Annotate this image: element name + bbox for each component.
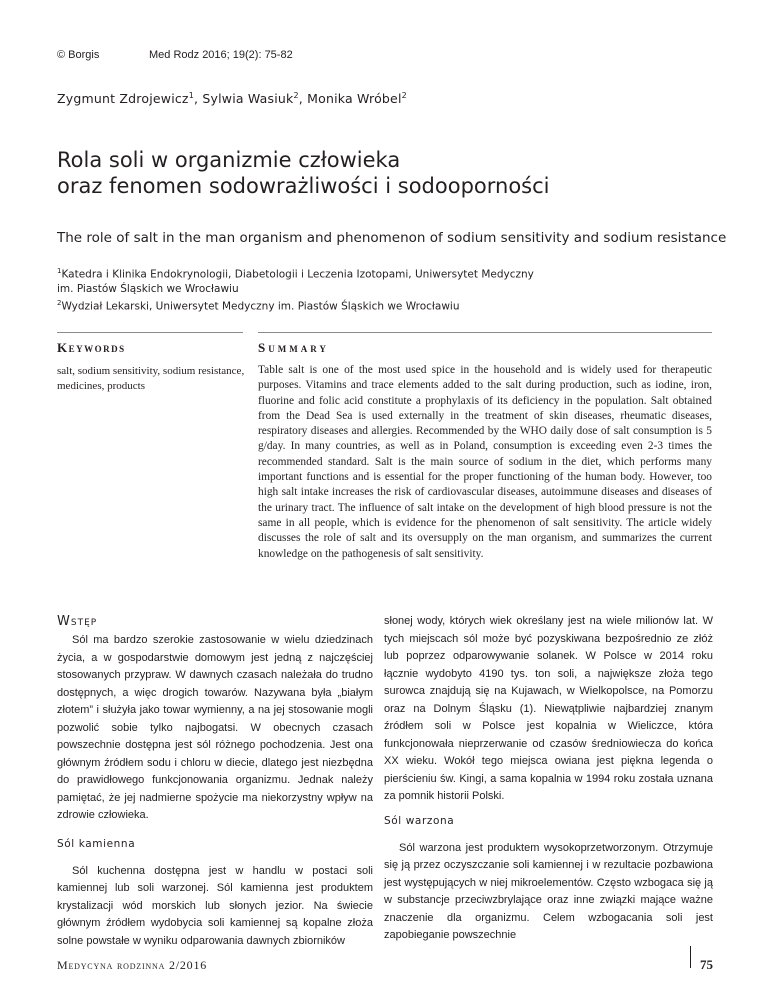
affiliation-2-line1: Wydział Lekarski, Uniwersytet Medyczny im. Piastów Śląskich we Wrocławiu <box>61 300 460 312</box>
intro-paragraph: Sól ma bardzo szerokie zastosowanie w wielu dziedzinach życia, a w gospodarstwie domowym jest jedną z najczęściej stosowanych przypraw. W dawnych czasach należała do trudno dostępnych, a więc drogich towarów. Nazywana była „białym złotem” i służyła jako towar wymienny, a na jej stosowanie mogli pozwolić sobie tylko najbogatsi. W obecnych czasach powszechnie dostępna jest sól różnego pochodzenia. Jest ona głównym źródłem sodu i chloru w diecie, dlatego jest niezbędna do prawidłowego funkcjonowania organizmu. Jednak należy pamiętać, że jej nadmierne spożycie ma niekorzystny wpływ na zdrowie człowieka. <box>57 634 373 821</box>
author-name: Zygmunt Zdrojewicz <box>57 91 189 107</box>
rock-salt-paragraph: Sól kuchenna dostępna jest w handlu w postaci soli kamiennej lub soli warzonej. Sól kamienna jest produktem krystalizacji wód morskich lub słonych jezior. Na świecie głównym źródłem wydobycia soli kamiennej są kopalne złoża solne powstałe w wyniku odparowania dawnych zbiorników <box>57 864 373 947</box>
publisher-label: © Borgis <box>57 49 100 61</box>
author-affiliation-sup: 1 <box>188 91 194 100</box>
body-column-left <box>57 613 373 950</box>
rock-salt-paragraph-continued: słonej wody, których wiek określany jest na wiele milionów lat. W tych miejscach sól może być pozyskiwana bezpośrednio ze złóż lub poprzez odparowywanie solanek. W Polsce w 2014 roku łącznie wydobyto 4190 tys. ton soli, a największe złoża tego surowca znajdują się na Kujawach, w Wielkopolsce, na Pomorzu oraz na Dolnym Śląsku (1). Niewątpliwie najbardziej znanym źródłem soli w Polsce jest kopalnia w Wieliczce, która funkcjonowała nieprzerwanie od czasów średniowiecza do końca XX wieku. Wokół tego miejsca owiana jest piękna legenda o pierścieniu św. Kingi, a sama kopalnia w 1994 roku została uznana za pomnik historii Polski. <box>384 615 713 802</box>
citation-label: Med Rodz 2016; 19(2): 75-82 <box>149 49 293 61</box>
subheading-evaporated-salt: Sól warzona <box>384 814 455 827</box>
author-affiliation-sup: 2 <box>401 91 407 100</box>
keywords-heading: Keywords <box>57 340 126 355</box>
article-title <box>57 147 717 199</box>
footer-journal: Medycyna rodzinna 2/2016 <box>57 958 208 972</box>
article-title-line1: Rola soli w organizmie człowieka <box>57 148 401 172</box>
subheading-rock-salt: Sól kamienna <box>57 837 136 850</box>
summary-heading: Summary <box>258 340 329 355</box>
evaporated-salt-paragraph: Sól warzona jest produktem wysokoprzetworzonym. Otrzymuje się ją przez oczyszczanie soli kamiennej i w rezultacie pozbawiona jest występujących w niej mikroelementów. Często wzbogaca się ją w substancje przeciwzbrylające oraz inne związki mające ważne znaczenie dla organizmu. Celem wzbogacania soli jest zapobieganie powszechnie <box>384 841 713 941</box>
english-title: The role of salt in the man organism and phenomenon of sodium sensitivity and sodium resistance <box>57 230 727 246</box>
section-heading: Wstęp <box>57 614 98 629</box>
affiliation-sup: 2 <box>57 298 62 307</box>
author-name: Sylwia Wasiuk <box>202 91 294 107</box>
author-separator: , <box>194 91 203 107</box>
author-name: Monika Wróbel <box>307 91 402 107</box>
affiliation-sup: 1 <box>57 267 62 275</box>
author-affiliation-sup: 2 <box>293 91 299 100</box>
article-title-line2: oraz fenomen sodowrażliwości i sodooporności <box>57 174 550 198</box>
keywords-text: salt, sodium sensitivity, sodium resistance, medicines, products <box>57 365 245 392</box>
author-separator: , <box>298 91 308 107</box>
author-list <box>57 91 407 106</box>
summary-text: Table salt is one of the most used spice in the household and is widely used for therapeutic purposes. Vitamins and trace elements added to the salt during production, such as iodine, iron, fluorine and folic acid constitute a prophylaxis of its deficiency in the population. Salt obtained from the Dead Sea is used externally in the treatment of skin diseases, rheumatic diseases, respiratory diseases and allergies. Recommended by the WHO daily dose of salt consumption is 5 g/day. In many countries, as well as in Poland, consumption is exceeding even 2-3 times the recommended standard. Salt is the main source of sodium in the diet, which performs many important functions and is essential for the proper functioning of the human body. However, too high salt intake increases the risk of cardiovascular diseases, autoimmune diseases and diseases of the urinary tract. The influence of salt intake on the development of high blood pressure is not the same in all people, which is evidence for the phenomenon of salt sensitivity. The article widely discusses the role of salt and its oversupply on the man organism, and summarizes the current knowledge on the pathogenesis of salt sensitivity. <box>258 364 712 560</box>
affiliation-1-line1: Katedra i Klinika Endokrynologii, Diabetologii i Leczenia Izotopami, Uniwersytet Medyczny <box>61 268 534 281</box>
page-number: 75 <box>700 957 713 972</box>
footer-divider <box>690 946 691 968</box>
affiliations <box>57 264 617 313</box>
summary-rule <box>258 332 712 333</box>
body-column-right <box>384 613 713 945</box>
keywords-rule <box>57 332 243 333</box>
affiliation-1-line2: im. Piastów Śląskich we Wrocławiu <box>57 282 239 295</box>
